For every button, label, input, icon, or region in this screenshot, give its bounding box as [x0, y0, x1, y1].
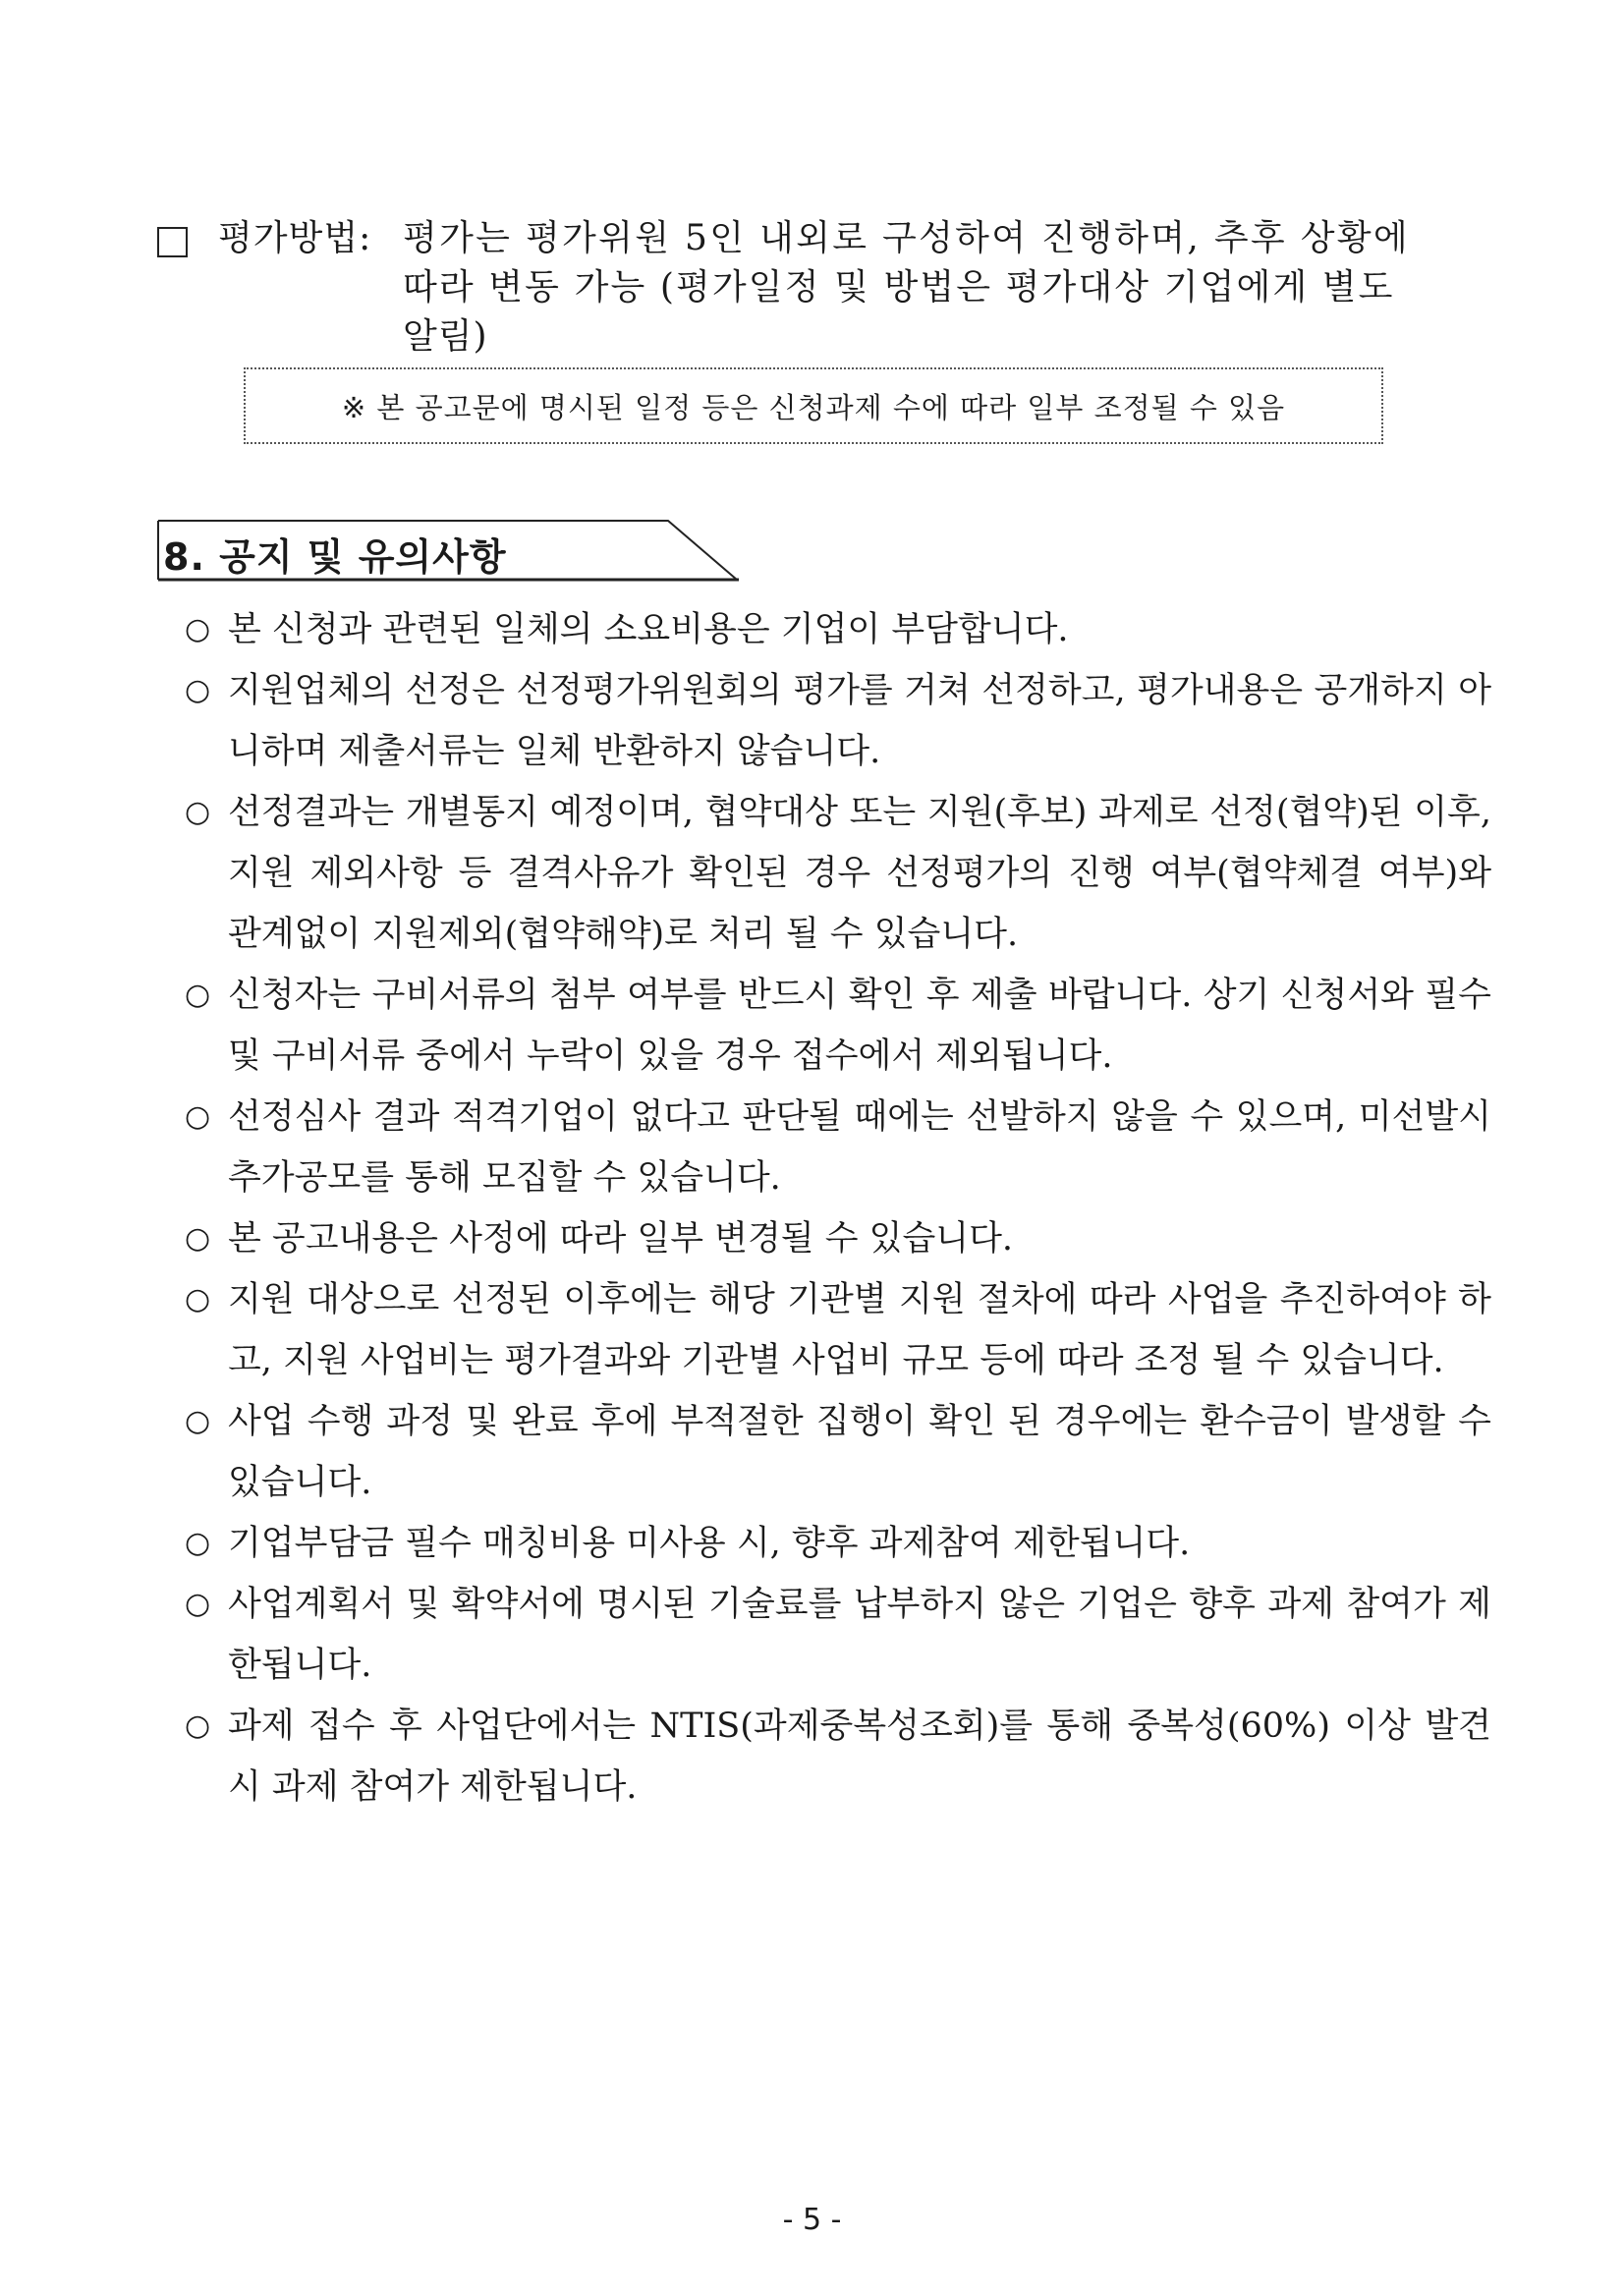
page-number: - 5 - [782, 2203, 842, 2237]
circle-bullet-icon: ○ [185, 1221, 211, 1256]
circle-bullet-icon: ○ [185, 1282, 211, 1316]
notice-text: 선정결과는 개별통지 예정이며, 협약대상 또는 지원(후보) 과제로 선정(협약)된 이후, 지원 제외사항 등 결격사유가 확인된 경우 선정평가의 진행 여부(협약체결 여부)와 관계없이 지원제외(협약해약)로 처리 될 수 있습니다. [228, 793, 1491, 954]
notice-item [185, 1513, 1491, 1574]
notice-text: 과제 접수 후 사업단에서는 NTIS(과제중복성조회)를 통해 중복성(60%) 이상 발견 시 과제 참여가 제한됩니다. [228, 1707, 1491, 1807]
notice-text: 지원 대상으로 선정된 이후에는 해당 기관별 지원 절차에 따라 사업을 추진하여야 하고, 지원 사업비는 평가결과와 기관별 사업비 규모 등에 따라 조정 될 수 있습니다. [228, 1280, 1491, 1380]
notice-item [185, 660, 1491, 782]
notice-text: 지원업체의 선정은 선정평가위원회의 평가를 거쳐 선정하고, 평가내용은 공개하지 아니하며 제출서류는 일체 반환하지 않습니다. [228, 671, 1491, 771]
circle-bullet-icon: ○ [185, 1526, 211, 1560]
notice-item [185, 1269, 1491, 1391]
notice-text: 신청자는 구비서류의 첨부 여부를 반드시 확인 후 제출 바랍니다. 상기 신청서와 필수 및 구비서류 중에서 누락이 있을 경우 접수에서 제외됩니다. [228, 976, 1491, 1076]
notice-list [185, 599, 1491, 1818]
notice-text: 사업 수행 과정 및 완료 후에 부적절한 집행이 확인 된 경우에는 환수금이 발생할 수 있습니다. [228, 1402, 1491, 1502]
evaluation-text-line-2: 따라 변동 가능 (평가일정 및 방법은 평가대상 기업에게 별도 [403, 267, 1395, 308]
notice-text: 본 공고내용은 사정에 따라 일부 변경될 수 있습니다. [228, 1219, 1014, 1259]
notice-item [185, 965, 1491, 1087]
notice-text: 선정심사 결과 적격기업이 없다고 판단될 때에는 선발하지 않을 수 있으며, 미선발시 추가공모를 통해 모집할 수 있습니다. [228, 1097, 1491, 1198]
notice-text: 사업계획서 및 확약서에 명시된 기술료를 납부하지 않은 기업은 향후 과제 참여가 제한됩니다. [228, 1585, 1491, 1685]
circle-bullet-icon: ○ [185, 978, 211, 1012]
circle-bullet-icon: ○ [185, 1587, 211, 1621]
notice-item [185, 1208, 1491, 1269]
notice-text: 본 신청과 관련된 일체의 소요비용은 기업이 부담합니다. [228, 610, 1069, 649]
notice-item [185, 1087, 1491, 1208]
evaluation-text-line-3: 알림) [403, 316, 488, 357]
schedule-note-box: ※ 본 공고문에 명시된 일정 등은 신청과제 수에 따라 일부 조정될 수 있음 [244, 367, 1383, 444]
circle-bullet-icon: ○ [185, 795, 211, 829]
circle-bullet-icon: ○ [185, 673, 211, 707]
evaluation-text-line-1: 평가는 평가위원 5인 내외로 구성하여 진행하며, 추후 상황에 [403, 218, 1410, 258]
notice-item [185, 599, 1491, 660]
section-heading-text: 8. 공지 및 유의사항 [163, 535, 507, 579]
notice-item [185, 1574, 1491, 1696]
section-heading [157, 519, 747, 582]
circle-bullet-icon: ○ [185, 612, 211, 646]
notice-item [185, 1391, 1491, 1513]
checkbox-square-icon [157, 227, 188, 257]
evaluation-label: 평가방법: [218, 218, 372, 258]
notice-text: 기업부담금 필수 매칭비용 미사용 시, 향후 과제참여 제한됩니다. [228, 1524, 1191, 1563]
notice-item [185, 1696, 1491, 1818]
circle-bullet-icon: ○ [185, 1099, 211, 1134]
circle-bullet-icon: ○ [185, 1708, 211, 1743]
circle-bullet-icon: ○ [185, 1404, 211, 1438]
notice-item [185, 782, 1491, 965]
